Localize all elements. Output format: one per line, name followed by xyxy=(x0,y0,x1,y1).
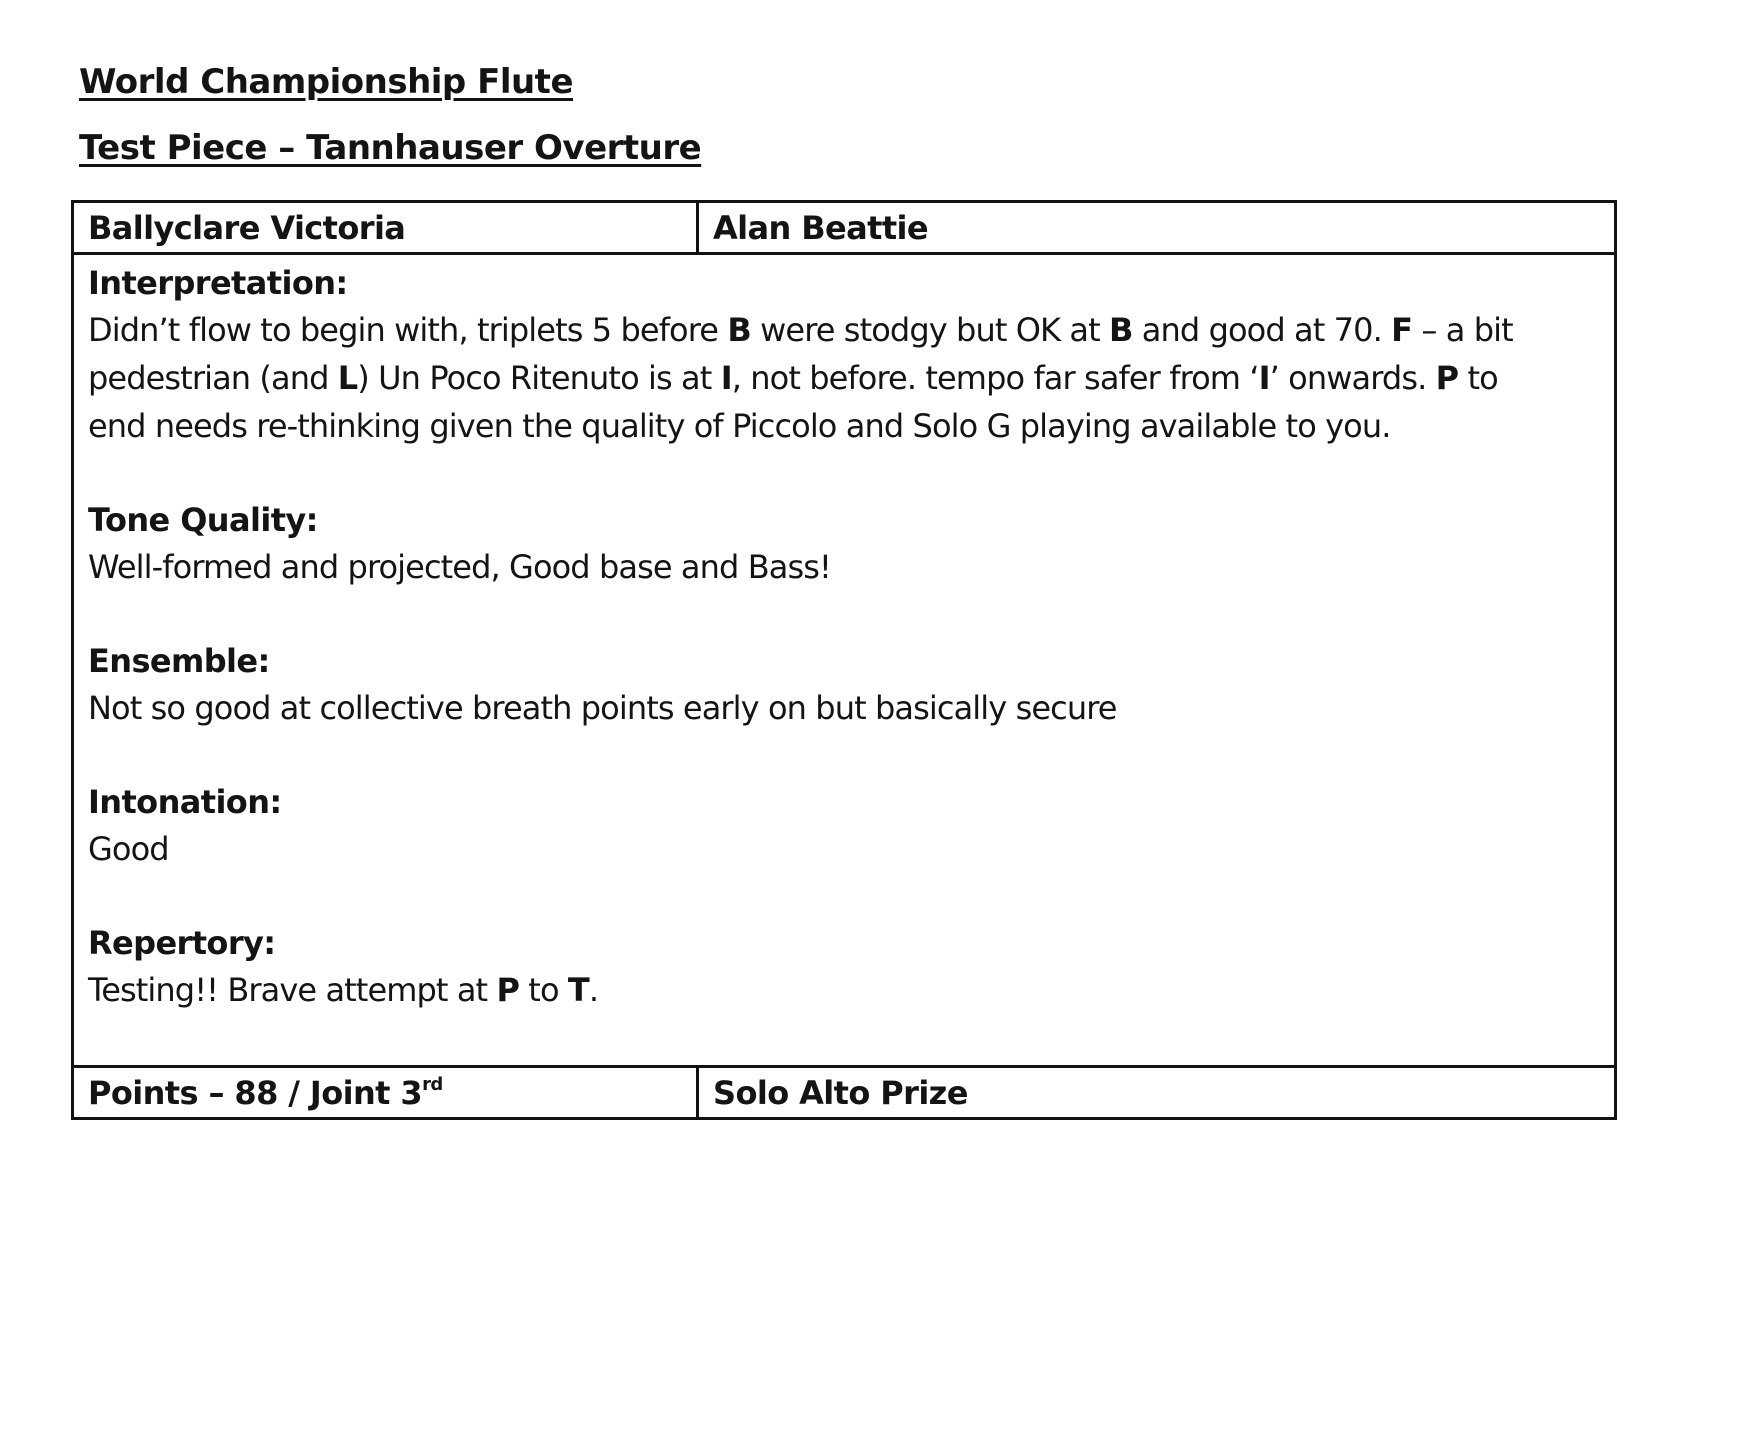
remarks-area xyxy=(88,261,1564,1062)
remark-text: Good xyxy=(88,830,169,868)
tone-quality-text xyxy=(88,543,1564,591)
section-interpretation xyxy=(88,261,1564,450)
ensemble-label: Ensemble: xyxy=(88,642,270,680)
table-footer-row xyxy=(74,1065,1614,1117)
remark-text: Not so good at collective breath points early on but basically secure xyxy=(88,689,1117,727)
section-intonation xyxy=(88,780,1564,873)
remark-text: to end needs re-thinking given the quality of Piccolo and Solo G playing available to you. xyxy=(88,359,1498,445)
rehearsal-letter: I xyxy=(720,359,732,397)
points-text: Points – 88 / Joint 3 xyxy=(88,1074,423,1112)
rehearsal-letter: P xyxy=(496,971,520,1009)
rehearsal-letter: F xyxy=(1391,311,1413,349)
ordinal-suffix: rd xyxy=(422,1074,443,1095)
intonation-label: Intonation: xyxy=(88,783,282,821)
remark-text: ) Un Poco Ritenuto is at xyxy=(357,359,721,397)
test-piece-title: Test Piece – Tannhauser Overture xyxy=(79,128,702,168)
remark-text: Didn’t flow to begin with, triplets 5 before xyxy=(88,311,728,349)
remark-text: Testing!! Brave attempt at xyxy=(88,971,497,1009)
rehearsal-letter: T xyxy=(567,971,589,1009)
tone-quality-label: Tone Quality: xyxy=(88,501,318,539)
rehearsal-letter: B xyxy=(727,311,751,349)
interpretation-label: Interpretation: xyxy=(88,264,348,302)
adjudication-table xyxy=(71,200,1617,1120)
rehearsal-letter: P xyxy=(1435,359,1459,397)
ensemble-text xyxy=(88,684,1564,732)
repertory-label: Repertory: xyxy=(88,924,276,962)
document-title: World Championship Flute xyxy=(79,62,573,102)
points-result xyxy=(74,1068,699,1117)
remark-text: Well-formed and projected, Good base and Bass! xyxy=(88,548,831,586)
interpretation-text xyxy=(88,306,1564,450)
band-name: Ballyclare Victoria xyxy=(74,203,699,252)
remark-text: , not before. tempo far safer from ‘ xyxy=(731,359,1259,397)
section-ensemble xyxy=(88,639,1564,732)
remark-text: were stodgy but OK at xyxy=(750,311,1110,349)
remark-text: ’ onwards. xyxy=(1269,359,1436,397)
intonation-text xyxy=(88,825,1564,873)
remark-text: . xyxy=(588,971,599,1009)
repertory-text xyxy=(88,966,1564,1014)
table-header-row xyxy=(74,203,1614,255)
rehearsal-letter: B xyxy=(1109,311,1133,349)
section-repertory xyxy=(88,921,1564,1014)
remark-text: – a bit pedestrian (and xyxy=(88,311,1513,397)
remark-text: and good at 70. xyxy=(1132,311,1392,349)
remark-text: to xyxy=(519,971,568,1009)
rehearsal-letter: I xyxy=(1258,359,1270,397)
section-tone-quality xyxy=(88,498,1564,591)
player-name: Alan Beattie xyxy=(713,209,929,247)
rehearsal-letter: L xyxy=(337,359,358,397)
prize-name: Solo Alto Prize xyxy=(713,1074,968,1112)
